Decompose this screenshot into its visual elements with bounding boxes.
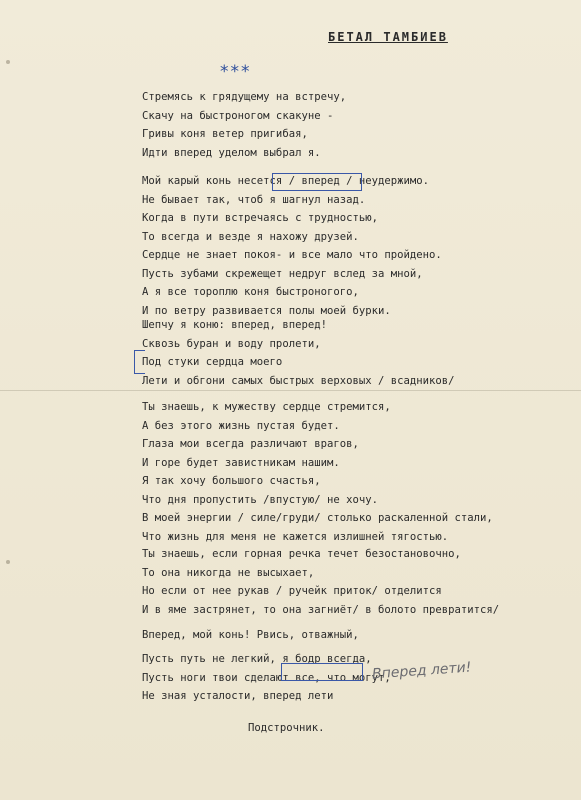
poem-line: Я так хочу большого счастья,: [142, 475, 321, 487]
handwritten-margin-note: Вперед лети!: [371, 659, 472, 683]
poem-line: Гривы коня ветер пригибая,: [142, 128, 308, 140]
poem-line: Ты знаешь, если горная речка течет безостановочно,: [142, 548, 461, 560]
poem-line: Пусть путь не легкий, я бодр всегда,: [142, 653, 372, 665]
poem-line: То она никогда не высыхает,: [142, 566, 315, 579]
poem-line: Шепчу я коню: вперед, вперед!: [142, 319, 327, 331]
poem-line: Не зная усталости, вперед лети: [142, 690, 334, 702]
poem-line: Лети и обгони самых быстрых верховых / всадников/: [142, 374, 455, 387]
poem-line: И в яме застрянет, то она загниёт/ в болото превратится/: [142, 603, 500, 616]
poem-line: А без этого жизнь пустая будет.: [142, 419, 340, 432]
poem-line: И по ветру развивается полы моей бурки.: [142, 304, 391, 317]
poem-line: Что дня пропустить /впустую/ не хочу.: [142, 493, 378, 506]
punch-hole: [6, 560, 10, 564]
poem-line: Когда в пути встречаясь с трудностью,: [142, 212, 378, 224]
poem-line: Глаза мои всегда различают врагов,: [142, 438, 359, 450]
footer-label: Подстрочник.: [248, 722, 325, 734]
poem-line: Вперед, мой конь! Рвись, отважный,: [142, 629, 359, 641]
poem-line: Сердце не знает покоя- и все мало что пройдено.: [142, 249, 442, 261]
poem-line: Мой карый конь несется / вперед / неудержимо.: [142, 175, 430, 187]
poem-line: Скачу на быстроногом скакуне -: [142, 109, 334, 122]
author-heading: БЕТАЛ ТАМБИЕВ: [328, 30, 448, 44]
stanza-7: [142, 650, 391, 706]
stanza-4: [142, 398, 493, 546]
poem-line: Пусть зубами скрежещет недруг вслед за мной,: [142, 267, 423, 280]
poem-line: И горе будет завистникам нашим.: [142, 456, 340, 469]
poem-line: Сквозь буран и воду пролети,: [142, 337, 321, 350]
paper-fold: [0, 390, 581, 391]
poem-line: То всегда и везде я нахожу друзей.: [142, 230, 359, 243]
poem-line: Пусть ноги твои сделают все, что могут,: [142, 671, 391, 684]
stanza-3: [142, 316, 455, 390]
poem-line: А я все тороплю коня быстроногого,: [142, 286, 359, 298]
poem-line: Стремясь к грядущему на встречу,: [142, 91, 347, 103]
poem-line: В моей энергии / силе/груди/ столько раскаленной стали,: [142, 512, 493, 524]
stanza-1: [142, 88, 346, 162]
poem-line: Не бывает так, чтоб я шагнул назад.: [142, 193, 366, 206]
stanza-5: [142, 545, 499, 619]
stanza-2: [142, 172, 442, 320]
poem-line: Но если от нее рукав / ручейк приток/ отделится: [142, 585, 442, 597]
poem-line: Ты знаешь, к мужеству сердце стремится,: [142, 401, 391, 413]
poem-line: Что жизнь для меня не кажется излишней тягостью.: [142, 530, 449, 543]
poem-line: Под стуки сердца моего: [142, 356, 283, 368]
stanza-6: [142, 626, 359, 645]
handwritten-stars: ***: [220, 62, 252, 82]
punch-hole: [6, 60, 10, 64]
poem-line: Идти вперед уделом выбрал я.: [142, 146, 321, 159]
